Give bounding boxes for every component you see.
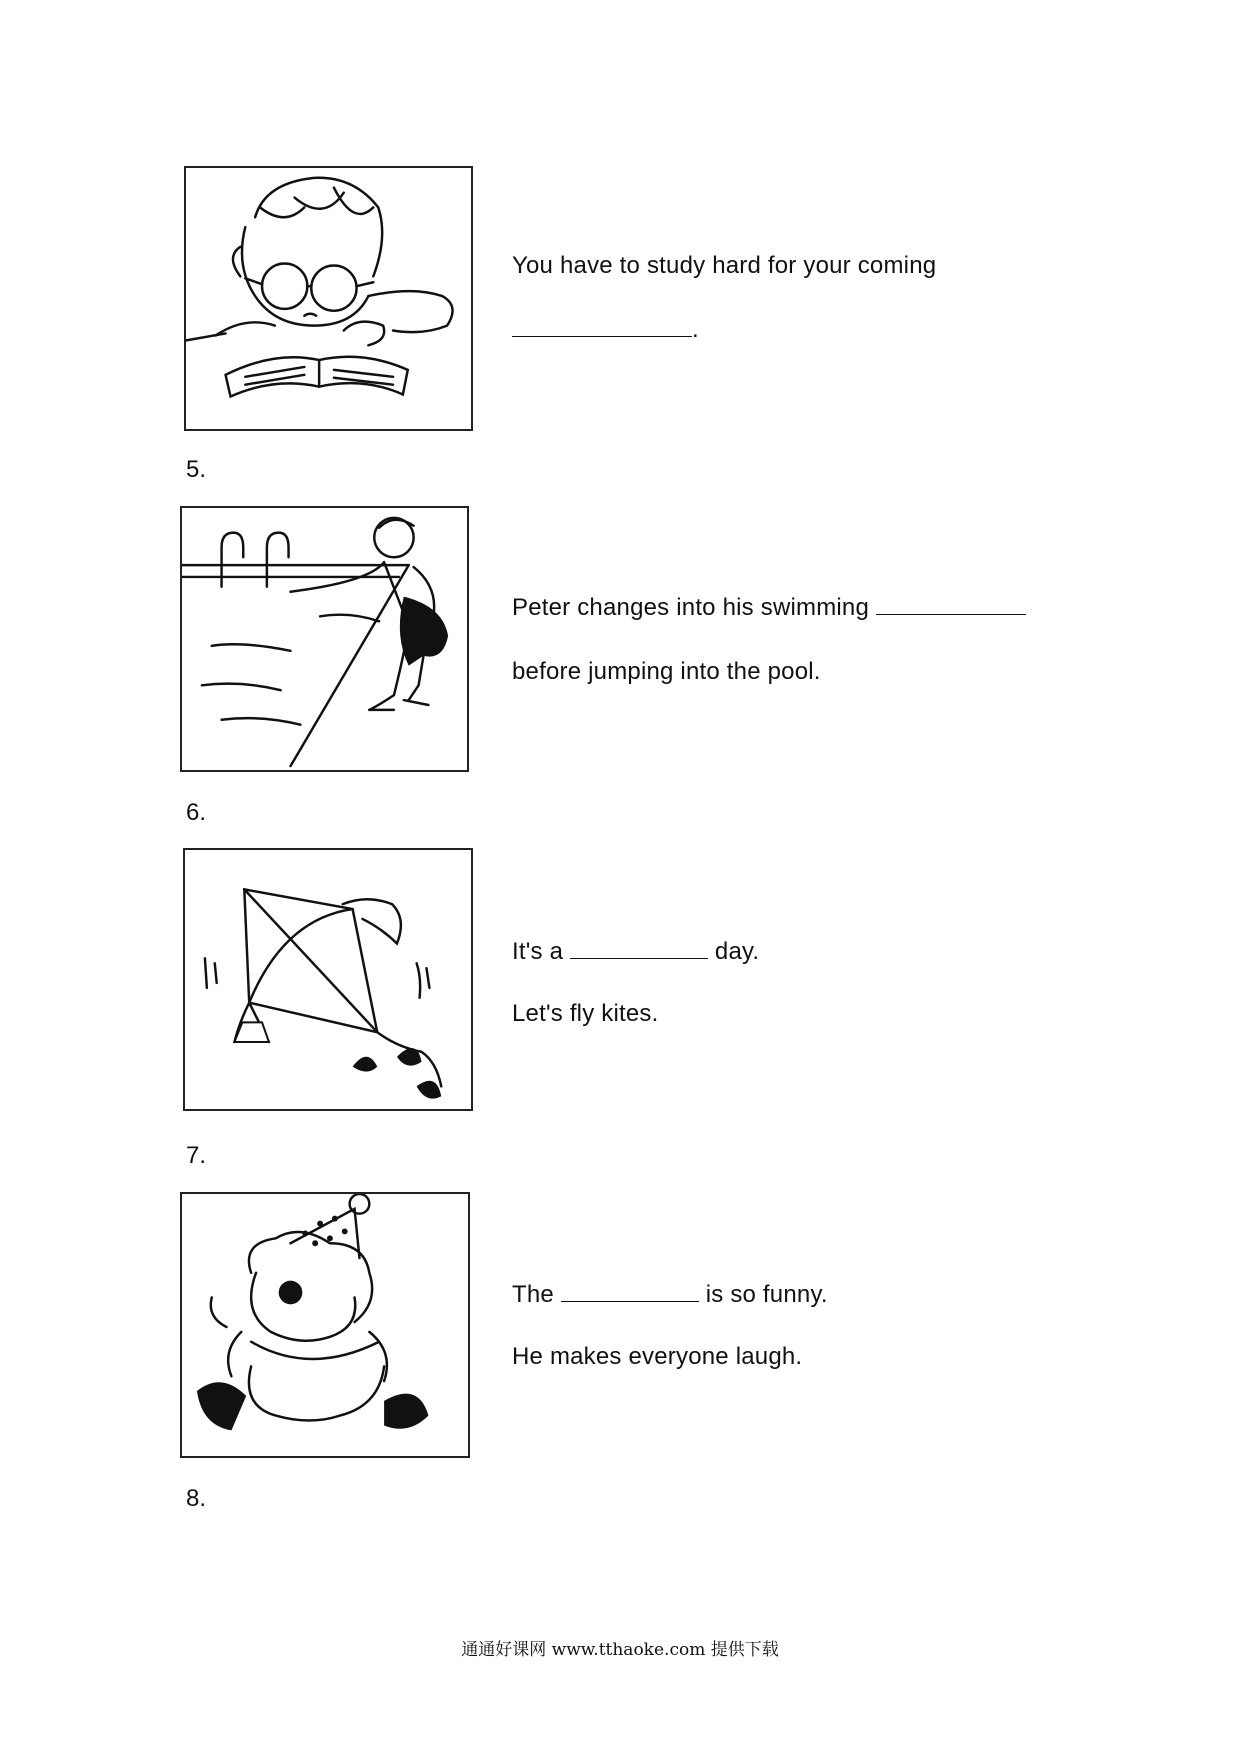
answer-blank[interactable] xyxy=(561,1281,699,1302)
question-7-text-after: day. xyxy=(714,938,760,965)
question-8-line-1 xyxy=(512,1281,828,1309)
answer-blank[interactable] xyxy=(512,316,692,337)
question-6-line-2: before jumping into the pool. xyxy=(512,658,821,685)
picture-kite xyxy=(183,848,473,1111)
swimming-pool-illustration xyxy=(182,508,467,770)
question-5-number: 5. xyxy=(186,456,207,483)
question-8-line-2: He makes everyone laugh. xyxy=(512,1343,803,1370)
footer-credit: 通通好课网 www.tthaoke.com 提供下载 xyxy=(461,1640,779,1660)
question-7-number: 7. xyxy=(186,1142,207,1169)
question-5-line-1: You have to study hard for your coming xyxy=(512,252,937,279)
picture-clown xyxy=(180,1192,470,1458)
question-6-text-before: Peter changes into his swimming xyxy=(512,594,870,621)
question-6-number: 6. xyxy=(186,799,207,826)
answer-blank[interactable] xyxy=(876,594,1026,615)
question-7-line-2: Let's fly kites. xyxy=(512,1000,659,1027)
question-7-line-1 xyxy=(512,938,759,966)
question-8-number: 8. xyxy=(186,1485,207,1512)
question-6-line-1 xyxy=(512,594,1026,622)
kite-illustration xyxy=(185,850,471,1109)
question-8-text-after: is so funny. xyxy=(705,1281,828,1308)
question-8-text-before: The xyxy=(512,1281,554,1308)
picture-swimming-pool xyxy=(180,506,469,772)
clown-illustration xyxy=(182,1194,468,1456)
question-7-text-before: It's a xyxy=(512,938,564,965)
answer-blank[interactable] xyxy=(570,938,708,959)
picture-boy-reading xyxy=(184,166,473,431)
boy-reading-illustration xyxy=(186,168,471,429)
question-5-period: . xyxy=(692,316,699,343)
question-5-line-2 xyxy=(512,316,699,344)
